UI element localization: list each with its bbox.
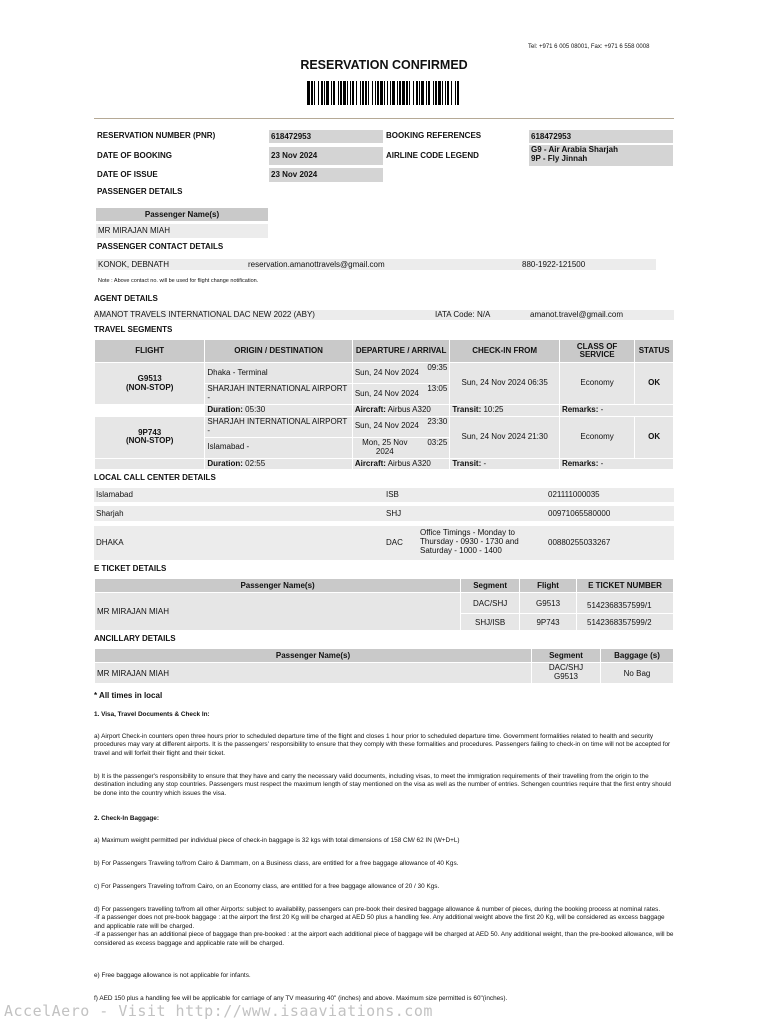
date-booking-label: DATE OF BOOKING	[97, 151, 172, 160]
flight-stops: (NON-STOP)	[125, 436, 174, 446]
aircraft	[353, 405, 450, 416]
baggage-para-c: c) For Passengers Traveling to/from Cairo, on an Economy class, are entitled for a free baggage allowance of 20 / 30 Kgs.	[94, 883, 440, 890]
call-center-timings: Office Timings - Monday to Thursday - 0930 - 1730 and Saturday - 1000 - 1400	[420, 528, 519, 556]
eticket-passenger: MR MIRAJAN MIAH	[95, 593, 460, 630]
airline-legend-9p: 9P - Fly Jinnah	[531, 153, 588, 163]
eticket-heading: E TICKET DETAILS	[94, 564, 167, 573]
aircraft-label: Aircraft:	[354, 458, 386, 468]
call-center-phone: 00880255033267	[548, 538, 611, 547]
baggage-para-e: e) Free baggage allowance is not applicable for infants.	[94, 972, 251, 979]
col-baggage: Baggage (s)	[601, 649, 673, 662]
barcode-bar	[457, 81, 459, 105]
col-ticket-number: E TICKET NUMBER	[577, 579, 673, 592]
remarks-label: Remarks:	[561, 458, 599, 468]
agent-row	[94, 310, 674, 320]
contact-email: reservation.amanottravels@gmail.com	[248, 260, 385, 269]
col-passenger: Passenger Name(s)	[95, 579, 460, 592]
flight-number: G9513	[137, 373, 162, 383]
date-booking-value: 23 Nov 2024	[269, 147, 383, 165]
travel-segments-heading: TRAVEL SEGMENTS	[94, 325, 173, 334]
watermark: AccelAero - Visit http://www.isaaviations.com	[4, 1002, 433, 1020]
ancillary-segment-route: DAC/SHJ	[548, 663, 584, 673]
table-row	[95, 417, 673, 437]
arrival	[353, 384, 450, 404]
baggage-para-d-intro: d) For passengers travelling to/from all other Airports: subject to availability, passengers can pre-book their desired baggage allowance & number of pieces, during the booking process at nominal rates.	[94, 906, 661, 913]
agent-name: AMANOT TRAVELS INTERNATIONAL DAC NEW 2022 (ABY)	[94, 310, 315, 319]
aircraft-label: Aircraft:	[354, 405, 386, 414]
eticket-segment: SHJ/ISB	[461, 614, 519, 630]
col-segment: Segment	[532, 649, 600, 662]
airline-legend-box	[529, 145, 673, 166]
departure-date: Sun, 24 Nov 2024	[354, 367, 419, 377]
col-departure-arrival: DEPARTURE / ARRIVAL	[353, 340, 450, 362]
remarks-value: -	[600, 458, 604, 468]
airline-legend-label: AIRLINE CODE LEGEND	[386, 151, 479, 160]
call-center-phone: 021111000035	[548, 490, 600, 499]
call-center-city: Sharjah	[96, 509, 124, 518]
booking-ref-label: BOOKING REFERENCES	[386, 131, 482, 140]
date-issue-value: 23 Nov 2024	[269, 168, 383, 182]
travel-segments-table	[94, 339, 674, 470]
call-center-heading: LOCAL CALL CENTER DETAILS	[94, 473, 216, 482]
table-header-row	[95, 579, 673, 592]
call-center-city: Islamabad	[96, 490, 133, 499]
airline-legend-g9: G9 - Air Arabia Sharjah	[531, 145, 618, 154]
service-class: Economy	[560, 363, 634, 404]
status-badge: OK	[635, 363, 673, 404]
divider	[94, 118, 674, 119]
visa-para-a: a) Airport Check-in counters open three hours prior to scheduled departure time of the flight and closes 1 hour prior to scheduled departure time. Government formalities related to health and security procedures may vary at different airports. It is the passengers' responsibility to ensure that they comply with these formalities and procedures. Passengers failing to check-in on time will not be accepted for travel and will forfeit their flight and their ticket.	[94, 733, 671, 757]
col-class: CLASS OF SERVICE	[560, 340, 634, 362]
baggage-heading: 2. Check-In Baggage:	[94, 815, 159, 822]
duration	[205, 459, 351, 470]
col-status: STATUS	[635, 340, 673, 362]
eticket-flight: 9P743	[520, 614, 576, 630]
transit	[450, 405, 559, 416]
table-row	[95, 593, 673, 613]
visa-para-b: b) It is the passenger's responsibility to ensure that they have and carry the necessary valid documents, including visas, to meet the immigration requirements of their travelling from the origin to the destination including any stop countries. Passengers must respect the maximum length of stay mentioned on the visa as well as the number of entries. Schengen countries require that the first entry should be done into the country which issues the visa.	[94, 773, 671, 797]
transit-value: 10:25	[483, 405, 504, 414]
call-center-row	[94, 506, 674, 521]
eticket-table	[94, 578, 674, 631]
origin: SHARJAH INTERNATIONAL AIRPORT -	[205, 417, 351, 437]
aircraft	[353, 459, 450, 470]
ancillary-segment	[532, 663, 600, 683]
ancillary-heading: ANCILLARY DETAILS	[94, 634, 176, 643]
call-center-code: DAC	[386, 538, 403, 547]
duration	[205, 405, 351, 416]
eticket-number: 5142368357599/1	[577, 593, 673, 613]
col-flight: Flight	[520, 579, 576, 592]
ancillary-table	[94, 648, 674, 684]
call-center-code: SHJ	[386, 509, 402, 518]
contact-name: KONOK, DEBNATH	[98, 260, 169, 269]
col-origin-destination: ORIGIN / DESTINATION	[205, 340, 351, 362]
aircraft-value: Airbus A320	[387, 458, 431, 468]
booking-ref-value: 618472953	[529, 130, 673, 143]
call-center-phone: 00971065580000	[548, 509, 611, 518]
table-row	[95, 459, 673, 470]
baggage-para-b: b) For Passengers Traveling to/from Cairo & Dammam, on a Business class, are entitled for a free baggage allowance of 40 Kgs.	[94, 860, 459, 867]
arrival-time: 03:25	[427, 437, 448, 447]
eticket-number: 5142368357599/2	[577, 614, 673, 630]
flight-cell	[95, 417, 204, 458]
service-class: Economy	[560, 417, 634, 458]
remarks	[560, 405, 673, 416]
ancillary-passenger: MR MIRAJAN MIAH	[95, 663, 531, 683]
passenger-name-header: Passenger Name(s)	[96, 208, 268, 221]
status-badge: OK	[635, 417, 673, 458]
transit	[450, 459, 559, 470]
transit-value: -	[483, 458, 487, 468]
contact-numbers: Tel: +971 6 005 08001, Fax: +971 6 558 0008	[528, 44, 650, 50]
duration-label: Duration:	[207, 405, 243, 414]
col-segment: Segment	[461, 579, 519, 592]
col-checkin: CHECK-IN FROM	[450, 340, 559, 362]
agent-email: amanot.travel@gmail.com	[530, 310, 624, 319]
arrival-time: 13:05	[427, 384, 448, 393]
aircraft-value: Airbus A320	[387, 405, 431, 414]
baggage-para-d	[94, 906, 674, 948]
arrival-date: Sun, 24 Nov 2024	[354, 388, 419, 398]
departure	[353, 363, 450, 383]
table-row	[95, 663, 673, 683]
contact-phone: 880-1922-121500	[522, 260, 586, 269]
destination: SHARJAH INTERNATIONAL AIRPORT -	[205, 384, 351, 404]
arrival-date: Mon, 25 Nov 2024	[362, 438, 408, 456]
duration-value: 02:55	[245, 458, 266, 468]
table-row	[95, 405, 673, 416]
baggage-para-d-no-prebook: -If a passenger does not pre-book baggage : at the airport the first 20 Kg will be charged at AED 50 plus a handling fee. Any additional weight above the first 20 Kg, will be considered as excess baggage and applicable rate will be charged.	[94, 914, 665, 930]
table-header-row	[95, 340, 673, 362]
baggage-para-d-extra-piece: -If a passenger has an additional piece of baggage than pre-booked : at the airport each additional piece of baggage will be charged at AED 50. Any additional weight, than the pre-booked allowance, will be considered as excess baggage and applicable rate will be charged.	[94, 931, 674, 947]
remarks-value: -	[600, 405, 604, 414]
checkin-time: Sun, 24 Nov 2024 06:35	[450, 363, 559, 404]
transit-label: Transit:	[452, 405, 482, 414]
passenger-details-heading: PASSENGER DETAILS	[97, 187, 183, 196]
pnr-label: RESERVATION NUMBER (PNR)	[97, 131, 216, 140]
flight-number: 9P743	[138, 427, 162, 437]
departure	[353, 417, 450, 437]
origin: Dhaka - Terminal	[205, 363, 351, 383]
call-center-code: ISB	[386, 490, 399, 499]
table-row	[95, 363, 673, 383]
ancillary-baggage: No Bag	[601, 663, 673, 683]
departure-time: 23:30	[427, 416, 448, 426]
passenger-name: MR MIRAJAN MIAH	[96, 224, 268, 238]
remarks	[560, 459, 673, 470]
departure-time: 09:35	[427, 363, 448, 372]
call-center-city: DHAKA	[96, 538, 124, 547]
departure-date: Sun, 24 Nov 2024	[354, 421, 419, 431]
checkin-time: Sun, 24 Nov 2024 21:30	[450, 417, 559, 458]
contact-row	[96, 259, 656, 270]
contact-note: Note : Above contact no. will be used for flight change notification.	[98, 278, 259, 284]
arrival	[353, 438, 450, 458]
col-passenger: Passenger Name(s)	[95, 649, 531, 662]
flight-stops: (NON-STOP)	[125, 382, 174, 392]
call-center-row	[94, 526, 674, 560]
baggage-para-f: f) AED 150 plus a handling fee will be applicable for carriage of any TV measuring 40" (inches) and above. Maximum size permitted is 60"(inches).	[94, 995, 508, 1002]
page-title: RESERVATION CONFIRMED	[300, 58, 468, 72]
flight-cell	[95, 363, 204, 404]
duration-label: Duration:	[207, 458, 243, 468]
remarks-label: Remarks:	[561, 405, 599, 414]
col-flight: FLIGHT	[95, 340, 204, 362]
eticket-flight: G9513	[520, 593, 576, 613]
agent-iata: IATA Code: N/A	[435, 310, 491, 319]
baggage-para-a: a) Maximum weight permitted per individual piece of check-in baggage is 32 kgs with total dimensions of 158 CM/ 62 IN (W+D+L)	[94, 837, 460, 844]
all-times-note: * All times in local	[94, 691, 163, 700]
visa-heading: 1. Visa, Travel Documents & Check In:	[94, 711, 210, 718]
barcode-image	[307, 81, 461, 105]
eticket-segment: DAC/SHJ	[461, 593, 519, 613]
pnr-value: 618472953	[269, 130, 383, 143]
date-issue-label: DATE OF ISSUE	[97, 170, 158, 179]
transit-label: Transit:	[452, 458, 482, 468]
table-header-row	[95, 649, 673, 662]
ancillary-segment-flight: G9513	[553, 672, 579, 681]
agent-details-heading: AGENT DETAILS	[94, 294, 158, 303]
destination: Islamabad -	[205, 438, 351, 458]
duration-value: 05:30	[245, 405, 266, 414]
contact-details-heading: PASSENGER CONTACT DETAILS	[97, 242, 224, 251]
call-center-row	[94, 488, 674, 502]
